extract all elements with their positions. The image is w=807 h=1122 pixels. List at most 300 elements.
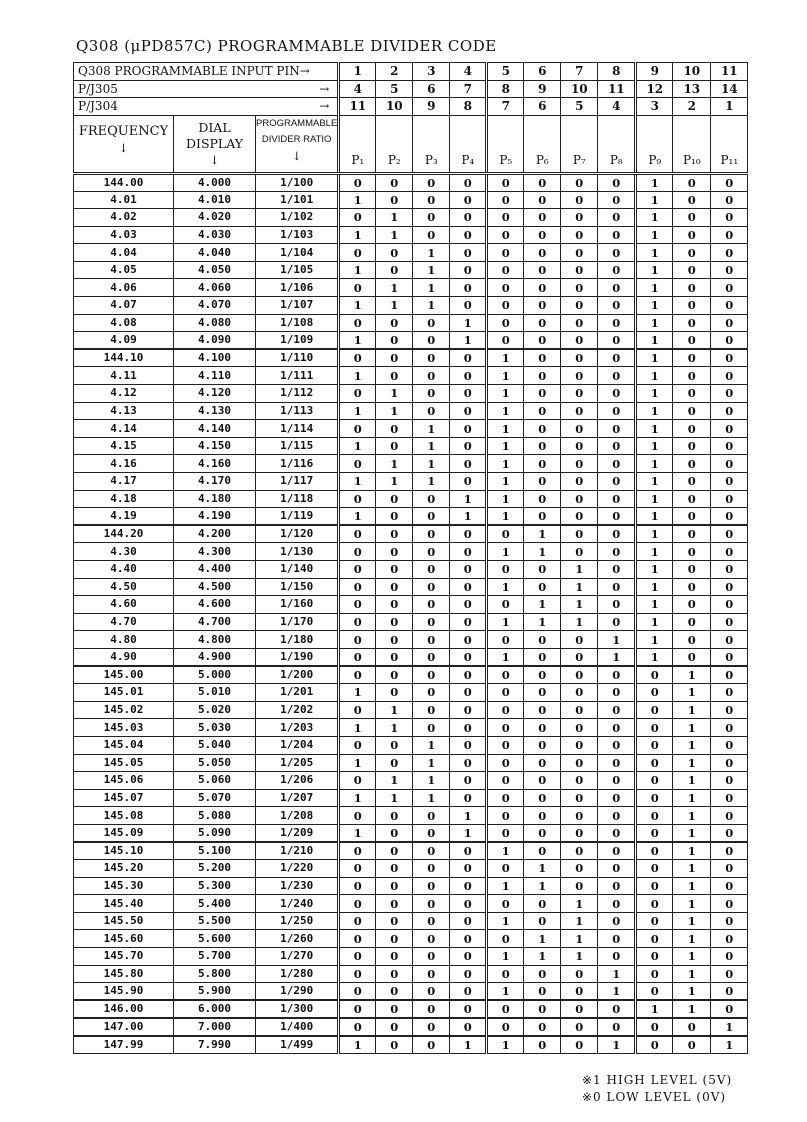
divider-ratio-cell: 1/114 (256, 420, 339, 438)
p7-bit-cell: 0 (561, 349, 598, 367)
p5-bit-cell: 1 (487, 912, 524, 930)
p2-bit-cell: 0 (376, 1000, 413, 1018)
ratio-label-2: DIVIDER RATIO (261, 133, 332, 145)
p10-bit-cell: 1 (673, 824, 711, 842)
p6-bit-cell: 0 (524, 437, 561, 455)
frequency-cell: 4.30 (74, 543, 174, 561)
table-row (74, 226, 748, 244)
p5-bit-cell: 1 (487, 648, 524, 666)
p5-bit-cell: 0 (487, 860, 524, 878)
table-row (74, 613, 748, 631)
p11-bit-cell: 0 (711, 173, 748, 191)
p6-bit-cell: 0 (524, 701, 561, 719)
p5-bit-cell: 0 (487, 736, 524, 754)
p7-bit-cell: 0 (561, 719, 598, 737)
p1-bit-cell: 0 (339, 772, 376, 790)
p7-bit-cell: 0 (561, 314, 598, 332)
p11-bit-cell: 0 (711, 736, 748, 754)
pin-number: 8 (487, 80, 524, 98)
table-row (74, 895, 748, 913)
frequency-cell: 4.01 (74, 191, 174, 209)
p4-bit-cell: 1 (450, 332, 487, 350)
dial-display-cell: 5.050 (174, 754, 256, 772)
p11-header: P₁₁ (711, 115, 748, 173)
p2-bit-cell: 1 (376, 789, 413, 807)
dial-display-cell: 4.140 (174, 420, 256, 438)
table-row (74, 754, 748, 772)
p7-bit-cell: 0 (561, 807, 598, 825)
p9-bit-cell: 1 (636, 244, 673, 262)
p7-bit-cell: 0 (561, 402, 598, 420)
p2-bit-cell: 0 (376, 191, 413, 209)
p9-bit-cell: 0 (636, 895, 673, 913)
p3-bit-cell: 0 (413, 173, 450, 191)
p11-bit-cell: 0 (711, 912, 748, 930)
divider-ratio-cell: 1/113 (256, 402, 339, 420)
p8-bit-cell: 0 (598, 860, 636, 878)
dial-display-cell: 5.040 (174, 736, 256, 754)
p3-bit-cell: 0 (413, 226, 450, 244)
dial-display-cell: 4.130 (174, 402, 256, 420)
divider-code-table (73, 62, 748, 1054)
p1-bit-cell: 0 (339, 930, 376, 948)
p11-bit-cell: 0 (711, 314, 748, 332)
frequency-cell: 4.70 (74, 613, 174, 631)
p7-bit-cell: 0 (561, 437, 598, 455)
p2-bit-cell: 0 (376, 684, 413, 702)
p6-bit-cell: 0 (524, 297, 561, 315)
p10-bit-cell: 1 (673, 772, 711, 790)
p9-bit-cell: 0 (636, 701, 673, 719)
p11-bit-cell: 0 (711, 789, 748, 807)
p8-bit-cell: 0 (598, 297, 636, 315)
divider-ratio-cell: 1/209 (256, 824, 339, 842)
p6-bit-cell: 0 (524, 684, 561, 702)
p1-bit-cell: 0 (339, 385, 376, 403)
table-row (74, 648, 748, 666)
p4-bit-cell: 0 (450, 983, 487, 1001)
dial-display-cell: 4.020 (174, 209, 256, 227)
p7-bit-cell: 0 (561, 420, 598, 438)
p6-bit-cell: 0 (524, 226, 561, 244)
divider-ratio-cell: 1/270 (256, 948, 339, 966)
frequency-cell: 4.90 (74, 648, 174, 666)
p6-bit-cell: 0 (524, 279, 561, 297)
p4-bit-cell: 0 (450, 684, 487, 702)
dial-display-cell: 4.900 (174, 648, 256, 666)
p7-bit-cell: 0 (561, 473, 598, 491)
table-row (74, 666, 748, 684)
p8-bit-cell: 1 (598, 983, 636, 1001)
p11-bit-cell: 0 (711, 297, 748, 315)
p5-bit-cell: 1 (487, 508, 524, 526)
p1-bit-cell: 1 (339, 226, 376, 244)
p7-bit-cell: 0 (561, 983, 598, 1001)
p1-bit-cell: 0 (339, 578, 376, 596)
dial-display-cell: 4.070 (174, 297, 256, 315)
p7-bit-cell: 0 (561, 525, 598, 543)
p9-bit-cell: 0 (636, 860, 673, 878)
p11-bit-cell: 0 (711, 930, 748, 948)
p1-bit-cell: 0 (339, 596, 376, 614)
p1-bit-cell: 0 (339, 983, 376, 1001)
p6-bit-cell: 0 (524, 1036, 561, 1054)
frequency-cell: 145.08 (74, 807, 174, 825)
p5-bit-cell: 0 (487, 754, 524, 772)
dial-label-1: DIAL (198, 119, 231, 135)
p11-bit-cell: 0 (711, 754, 748, 772)
divider-ratio-cell: 1/170 (256, 613, 339, 631)
dial-display-cell: 5.600 (174, 930, 256, 948)
p1-header: P₁ (339, 115, 376, 173)
p9-bit-cell: 0 (636, 983, 673, 1001)
p9-header: P₉ (636, 115, 673, 173)
p11-bit-cell: 0 (711, 209, 748, 227)
p3-bit-cell: 0 (413, 684, 450, 702)
table-row (74, 860, 748, 878)
p1-bit-cell: 1 (339, 332, 376, 350)
p1-bit-cell: 1 (339, 1036, 376, 1054)
frequency-cell: 145.01 (74, 684, 174, 702)
pin-number: 5 (487, 63, 524, 81)
p1-bit-cell: 0 (339, 948, 376, 966)
p5-bit-cell: 0 (487, 244, 524, 262)
table-row (74, 191, 748, 209)
p4-bit-cell: 0 (450, 631, 487, 649)
p10-bit-cell: 1 (673, 948, 711, 966)
p1-bit-cell: 0 (339, 613, 376, 631)
p9-bit-cell: 0 (636, 965, 673, 983)
p7-bit-cell: 0 (561, 173, 598, 191)
p11-bit-cell: 0 (711, 261, 748, 279)
p7-bit-cell: 0 (561, 191, 598, 209)
frequency-cell: 147.00 (74, 1018, 174, 1036)
down-arrow-icon: ↓ (118, 140, 129, 155)
p11-bit-cell: 0 (711, 684, 748, 702)
p5-bit-cell: 1 (487, 613, 524, 631)
p7-bit-cell: 0 (561, 648, 598, 666)
p6-bit-cell: 0 (524, 191, 561, 209)
p4-bit-cell: 0 (450, 455, 487, 473)
divider-ratio-cell: 1/105 (256, 261, 339, 279)
p1-bit-cell: 0 (339, 648, 376, 666)
p9-bit-cell: 1 (636, 473, 673, 491)
frequency-cell: 4.02 (74, 209, 174, 227)
frequency-cell: 145.70 (74, 948, 174, 966)
p2-bit-cell: 0 (376, 244, 413, 262)
p9-bit-cell: 1 (636, 437, 673, 455)
pj305-row (74, 80, 748, 98)
p10-bit-cell: 1 (673, 895, 711, 913)
dial-display-cell: 4.150 (174, 437, 256, 455)
divider-ratio-cell: 1/208 (256, 807, 339, 825)
p6-bit-cell: 0 (524, 367, 561, 385)
dial-display-cell: 5.090 (174, 824, 256, 842)
p10-bit-cell: 0 (673, 578, 711, 596)
p7-bit-cell: 0 (561, 490, 598, 508)
frequency-cell: 4.09 (74, 332, 174, 350)
p4-bit-cell: 0 (450, 420, 487, 438)
p10-bit-cell: 0 (673, 314, 711, 332)
p2-bit-cell: 0 (376, 877, 413, 895)
divider-ratio-cell: 1/150 (256, 578, 339, 596)
divider-ratio-cell: 1/180 (256, 631, 339, 649)
p10-bit-cell: 1 (673, 912, 711, 930)
p2-bit-cell: 0 (376, 367, 413, 385)
table-row (74, 349, 748, 367)
p2-bit-cell: 0 (376, 631, 413, 649)
p2-bit-cell: 1 (376, 209, 413, 227)
p11-bit-cell: 0 (711, 631, 748, 649)
table-row (74, 209, 748, 227)
divider-ratio-cell: 1/250 (256, 912, 339, 930)
divider-ratio-cell: 1/220 (256, 860, 339, 878)
p5-bit-cell: 1 (487, 983, 524, 1001)
p2-bit-cell: 1 (376, 455, 413, 473)
p8-bit-cell: 0 (598, 772, 636, 790)
p10-bit-cell: 0 (673, 420, 711, 438)
p3-bit-cell: 1 (413, 244, 450, 262)
p10-header: P₁₀ (673, 115, 711, 173)
p4-bit-cell: 0 (450, 719, 487, 737)
p10-bit-cell: 0 (673, 1036, 711, 1054)
p6-bit-cell: 0 (524, 508, 561, 526)
frequency-cell: 145.02 (74, 701, 174, 719)
p6-bit-cell: 1 (524, 877, 561, 895)
p1-bit-cell: 0 (339, 349, 376, 367)
p9-bit-cell: 0 (636, 789, 673, 807)
table-row (74, 332, 748, 350)
p4-header: P₄ (450, 115, 487, 173)
pin-number: 6 (524, 63, 561, 81)
frequency-cell: 144.20 (74, 525, 174, 543)
p3-bit-cell: 0 (413, 402, 450, 420)
p10-bit-cell: 0 (673, 1018, 711, 1036)
pin-number: 7 (450, 80, 487, 98)
p3-bit-cell: 0 (413, 490, 450, 508)
dial-display-cell: 5.200 (174, 860, 256, 878)
p11-bit-cell: 0 (711, 701, 748, 719)
frequency-cell: 4.03 (74, 226, 174, 244)
dial-display-cell: 4.180 (174, 490, 256, 508)
pin-number: 3 (636, 98, 673, 116)
p8-bit-cell: 0 (598, 1000, 636, 1018)
p3-bit-cell: 0 (413, 983, 450, 1001)
p4-bit-cell: 0 (450, 930, 487, 948)
p7-bit-cell: 1 (561, 613, 598, 631)
p5-bit-cell: 0 (487, 332, 524, 350)
p1-bit-cell: 0 (339, 525, 376, 543)
p4-bit-cell: 0 (450, 297, 487, 315)
p1-bit-cell: 0 (339, 1000, 376, 1018)
dial-display-cell: 4.030 (174, 226, 256, 244)
p10-bit-cell: 0 (673, 385, 711, 403)
p3-bit-cell: 0 (413, 613, 450, 631)
table-row (74, 367, 748, 385)
p4-bit-cell: 0 (450, 912, 487, 930)
p11-bit-cell: 0 (711, 508, 748, 526)
p4-bit-cell: 0 (450, 525, 487, 543)
p1-bit-cell: 0 (339, 965, 376, 983)
p8-bit-cell: 0 (598, 1018, 636, 1036)
table-row (74, 596, 748, 614)
p8-bit-cell: 1 (598, 648, 636, 666)
dial-display-cell: 4.500 (174, 578, 256, 596)
divider-ratio-cell: 1/112 (256, 385, 339, 403)
p3-bit-cell: 0 (413, 631, 450, 649)
p5-bit-cell: 0 (487, 684, 524, 702)
p4-bit-cell: 0 (450, 1018, 487, 1036)
p9-bit-cell: 1 (636, 191, 673, 209)
p8-bit-cell: 1 (598, 1036, 636, 1054)
frequency-cell: 145.80 (74, 965, 174, 983)
p8-bit-cell: 0 (598, 226, 636, 244)
p7-bit-cell: 1 (561, 596, 598, 614)
divider-ratio-cell: 1/119 (256, 508, 339, 526)
p7-bit-cell: 0 (561, 543, 598, 561)
pin-number: 9 (524, 80, 561, 98)
divider-ratio-cell: 1/205 (256, 754, 339, 772)
p5-header: P₅ (487, 115, 524, 173)
p2-bit-cell: 1 (376, 772, 413, 790)
column-header-row (74, 115, 748, 173)
p11-bit-cell: 0 (711, 402, 748, 420)
p9-bit-cell: 1 (636, 402, 673, 420)
p6-bit-cell: 0 (524, 754, 561, 772)
frequency-cell: 4.16 (74, 455, 174, 473)
p1-bit-cell: 1 (339, 754, 376, 772)
p7-bit-cell: 1 (561, 895, 598, 913)
p4-bit-cell: 0 (450, 701, 487, 719)
p7-bit-cell: 0 (561, 965, 598, 983)
divider-ratio-cell: 1/111 (256, 367, 339, 385)
pin-number: 9 (636, 63, 673, 81)
p9-bit-cell: 0 (636, 948, 673, 966)
table-row (74, 297, 748, 315)
p9-bit-cell: 1 (636, 349, 673, 367)
dial-display-cell: 6.000 (174, 1000, 256, 1018)
table-row (74, 314, 748, 332)
p2-bit-cell: 0 (376, 420, 413, 438)
pin-number: 11 (598, 80, 636, 98)
p6-bit-cell: 1 (524, 613, 561, 631)
p11-bit-cell: 0 (711, 279, 748, 297)
p5-bit-cell: 0 (487, 596, 524, 614)
p3-bit-cell: 0 (413, 525, 450, 543)
p8-bit-cell: 0 (598, 701, 636, 719)
p5-bit-cell: 1 (487, 385, 524, 403)
p11-bit-cell: 0 (711, 473, 748, 491)
frequency-cell: 4.60 (74, 596, 174, 614)
frequency-cell: 144.00 (74, 173, 174, 191)
p10-bit-cell: 0 (673, 596, 711, 614)
dial-display-cell: 4.100 (174, 349, 256, 367)
p11-bit-cell: 0 (711, 807, 748, 825)
p10-bit-cell: 1 (673, 877, 711, 895)
dial-display-cell: 4.060 (174, 279, 256, 297)
p7-bit-cell: 0 (561, 1036, 598, 1054)
dial-display-cell: 4.600 (174, 596, 256, 614)
p10-bit-cell: 0 (673, 279, 711, 297)
p1-bit-cell: 1 (339, 261, 376, 279)
table-row (74, 261, 748, 279)
p11-bit-cell: 0 (711, 367, 748, 385)
p6-bit-cell: 1 (524, 543, 561, 561)
p9-bit-cell: 1 (636, 385, 673, 403)
pin-number: 1 (711, 98, 748, 116)
frequency-cell: 145.05 (74, 754, 174, 772)
divider-ratio-cell: 1/100 (256, 173, 339, 191)
p2-bit-cell: 0 (376, 1018, 413, 1036)
p9-bit-cell: 1 (636, 508, 673, 526)
page-title: Q308 (μPD857C) PROGRAMMABLE DIVIDER CODE (76, 37, 497, 55)
p9-bit-cell: 0 (636, 684, 673, 702)
p3-bit-cell: 0 (413, 191, 450, 209)
table-row (74, 173, 748, 191)
p10-bit-cell: 0 (673, 455, 711, 473)
divider-ratio-cell: 1/120 (256, 525, 339, 543)
p7-bit-cell: 0 (561, 244, 598, 262)
p9-bit-cell: 1 (636, 648, 673, 666)
p10-bit-cell: 1 (673, 842, 711, 860)
pj304-text: P/J304 (78, 99, 118, 114)
table-row (74, 701, 748, 719)
p2-bit-cell: 1 (376, 385, 413, 403)
p9-bit-cell: 1 (636, 226, 673, 244)
p2-bit-cell: 0 (376, 332, 413, 350)
p7-bit-cell: 0 (561, 860, 598, 878)
p6-bit-cell: 0 (524, 666, 561, 684)
p11-bit-cell: 0 (711, 948, 748, 966)
p8-bit-cell: 0 (598, 754, 636, 772)
table-row (74, 1036, 748, 1054)
p1-bit-cell: 0 (339, 1018, 376, 1036)
dial-display-cell: 5.060 (174, 772, 256, 790)
dial-display-cell: 7.990 (174, 1036, 256, 1054)
divider-ratio-cell: 1/160 (256, 596, 339, 614)
p5-bit-cell: 0 (487, 930, 524, 948)
p4-bit-cell: 0 (450, 772, 487, 790)
p6-bit-cell: 0 (524, 402, 561, 420)
p4-bit-cell: 0 (450, 173, 487, 191)
p11-bit-cell: 0 (711, 965, 748, 983)
p11-bit-cell: 0 (711, 648, 748, 666)
p9-bit-cell: 0 (636, 877, 673, 895)
p8-bit-cell: 0 (598, 948, 636, 966)
p9-bit-cell: 0 (636, 1036, 673, 1054)
dial-display-cell: 5.020 (174, 701, 256, 719)
p5-bit-cell: 0 (487, 965, 524, 983)
p2-bit-cell: 1 (376, 297, 413, 315)
p2-bit-cell: 0 (376, 912, 413, 930)
pin-number: 10 (673, 63, 711, 81)
p6-bit-cell: 0 (524, 772, 561, 790)
p9-bit-cell: 1 (636, 543, 673, 561)
p1-bit-cell: 1 (339, 191, 376, 209)
p7-bit-cell: 0 (561, 279, 598, 297)
p3-bit-cell: 0 (413, 701, 450, 719)
p7-bit-cell: 0 (561, 508, 598, 526)
table-row (74, 948, 748, 966)
p4-bit-cell: 0 (450, 578, 487, 596)
p5-bit-cell: 1 (487, 1036, 524, 1054)
p3-bit-cell: 0 (413, 578, 450, 596)
p5-bit-cell: 0 (487, 666, 524, 684)
p6-bit-cell: 0 (524, 349, 561, 367)
p2-bit-cell: 0 (376, 983, 413, 1001)
p11-bit-cell: 0 (711, 772, 748, 790)
p4-bit-cell: 0 (450, 402, 487, 420)
